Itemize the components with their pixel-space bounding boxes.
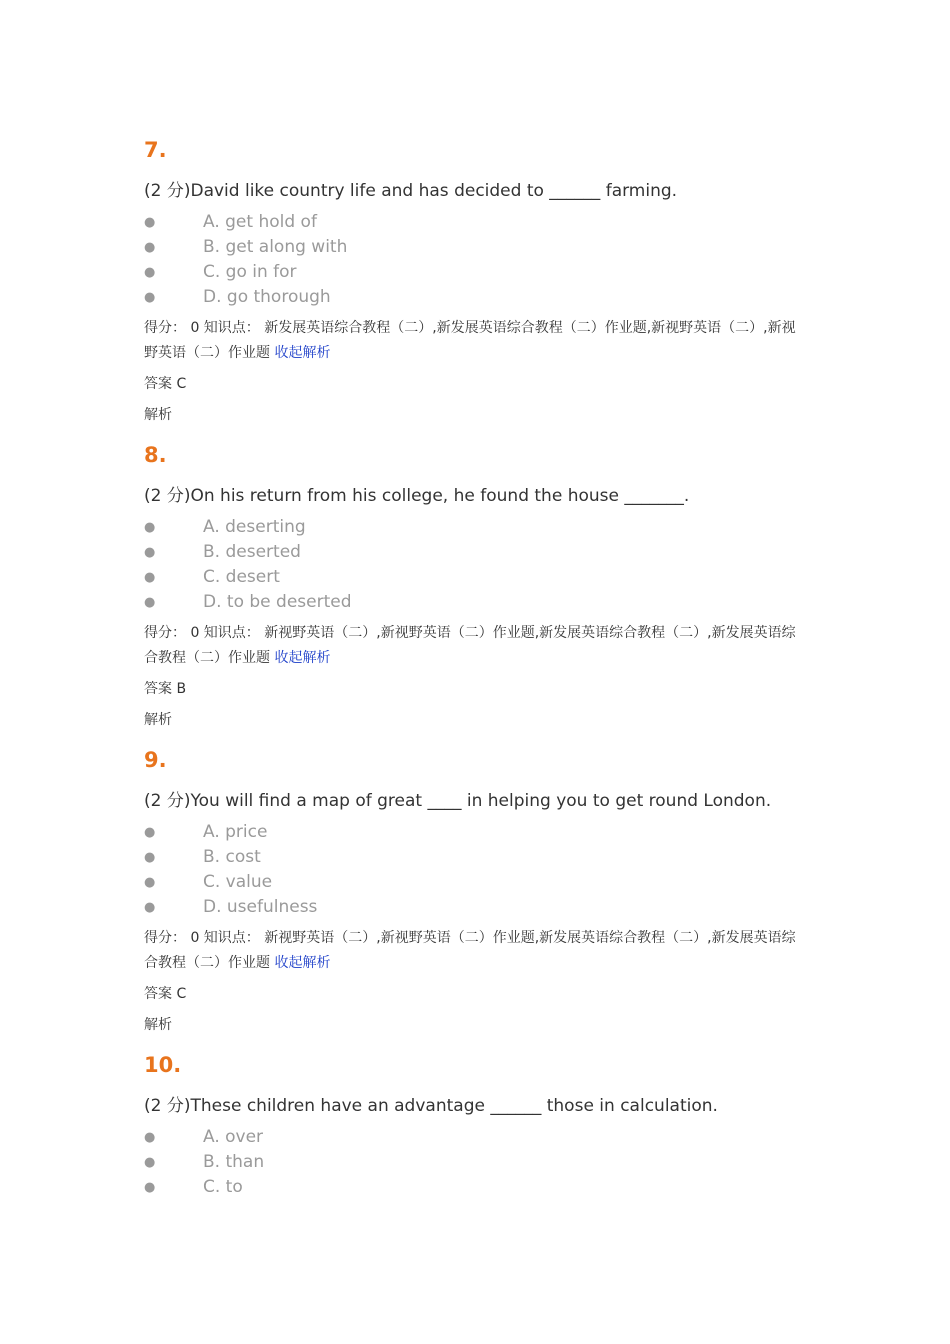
bullet-icon: ● (144, 875, 156, 890)
option-a[interactable] (144, 515, 824, 540)
option-b[interactable] (144, 540, 824, 565)
option-label: C. desert (203, 567, 280, 587)
option-list (144, 210, 824, 310)
bullet-icon: ● (144, 1155, 156, 1170)
option-label: D. go thorough (203, 287, 331, 307)
question-text: (2 分)David like country life and has decided to ______ farming. (144, 181, 678, 201)
question-number: 9. (144, 748, 167, 772)
document-body (144, 136, 824, 1200)
option-label: D. usefulness (203, 897, 318, 917)
question-9 (144, 746, 824, 1035)
option-label: B. get along with (203, 237, 348, 257)
meta-text: 得分： 0 知识点： 新发展英语综合教程（二）,新发展英语综合教程（二）作业题,新视野英语（二）,新视野英语（二）作业题 (144, 320, 796, 361)
option-label: B. than (203, 1152, 265, 1172)
option-c[interactable] (144, 1175, 824, 1200)
bullet-icon: ● (144, 290, 156, 305)
score-knowledge-points (144, 621, 804, 671)
option-c[interactable] (144, 260, 824, 285)
analysis-label: 解析 (144, 1017, 172, 1033)
option-label: B. cost (203, 847, 261, 867)
option-a[interactable] (144, 820, 824, 845)
score-knowledge-points (144, 316, 804, 366)
option-list (144, 1125, 824, 1200)
answer-text: 答案 C (144, 986, 187, 1002)
option-d[interactable] (144, 895, 824, 920)
bullet-icon: ● (144, 825, 156, 840)
bullet-icon: ● (144, 215, 156, 230)
collapse-analysis-link[interactable]: 收起解析 (274, 345, 331, 361)
question-number: 10. (144, 1053, 182, 1077)
bullet-icon: ● (144, 240, 156, 255)
option-b[interactable] (144, 845, 824, 870)
option-label: A. get hold of (203, 212, 317, 232)
option-label: C. go in for (203, 262, 297, 282)
question-number: 7. (144, 138, 167, 162)
bullet-icon: ● (144, 570, 156, 585)
bullet-icon: ● (144, 1180, 156, 1195)
bullet-icon: ● (144, 850, 156, 865)
option-b[interactable] (144, 1150, 824, 1175)
bullet-icon: ● (144, 595, 156, 610)
option-a[interactable] (144, 210, 824, 235)
option-label: C. value (203, 872, 273, 892)
question-text: (2 分)On his return from his college, he found the house _______. (144, 486, 690, 506)
score-knowledge-points (144, 926, 804, 976)
option-a[interactable] (144, 1125, 824, 1150)
question-text: (2 分)These children have an advantage ______ those in calculation. (144, 1096, 718, 1116)
question-8 (144, 441, 824, 730)
bullet-icon: ● (144, 265, 156, 280)
option-label: A. deserting (203, 517, 306, 537)
option-label: C. to (203, 1177, 243, 1197)
meta-text: 得分： 0 知识点： 新视野英语（二）,新视野英语（二）作业题,新发展英语综合教程（二）,新发展英语综合教程（二）作业题 (144, 930, 796, 971)
answer-text: 答案 B (144, 681, 187, 697)
analysis-label: 解析 (144, 407, 172, 423)
option-list (144, 515, 824, 615)
bullet-icon: ● (144, 1130, 156, 1145)
option-label: A. over (203, 1127, 264, 1147)
analysis-label: 解析 (144, 712, 172, 728)
option-label: B. deserted (203, 542, 301, 562)
bullet-icon: ● (144, 900, 156, 915)
option-list (144, 820, 824, 920)
option-d[interactable] (144, 285, 824, 310)
meta-text: 得分： 0 知识点： 新视野英语（二）,新视野英语（二）作业题,新发展英语综合教程（二）,新发展英语综合教程（二）作业题 (144, 625, 796, 666)
answer-text: 答案 C (144, 376, 187, 392)
option-b[interactable] (144, 235, 824, 260)
option-label: D. to be deserted (203, 592, 352, 612)
option-d[interactable] (144, 590, 824, 615)
bullet-icon: ● (144, 520, 156, 535)
question-7 (144, 136, 824, 425)
option-c[interactable] (144, 565, 824, 590)
collapse-analysis-link[interactable]: 收起解析 (274, 650, 331, 666)
question-number: 8. (144, 443, 167, 467)
bullet-icon: ● (144, 545, 156, 560)
collapse-analysis-link[interactable]: 收起解析 (274, 955, 331, 971)
question-text: (2 分)You will find a map of great ____ in helping you to get round London. (144, 791, 772, 811)
option-c[interactable] (144, 870, 824, 895)
option-label: A. price (203, 822, 268, 842)
question-10 (144, 1051, 824, 1200)
